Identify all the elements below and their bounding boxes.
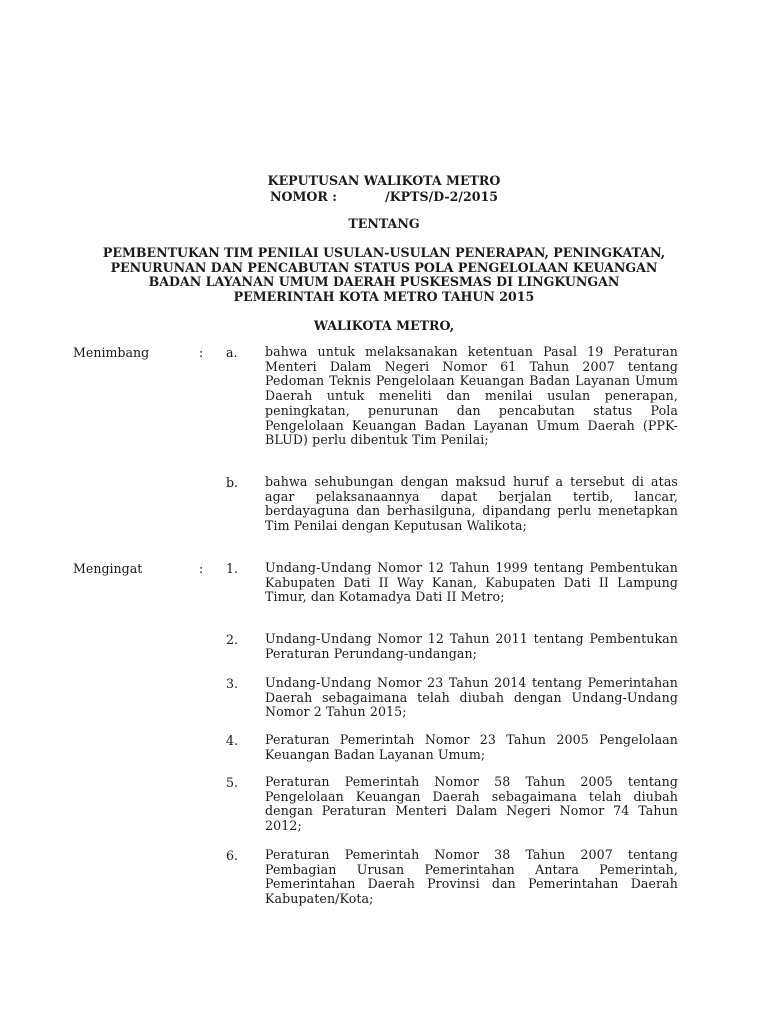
- item-marker: 3.: [226, 676, 239, 691]
- document-number: NOMOR : /KPTS/D-2/2015: [270, 189, 498, 204]
- authority-heading: WALIKOTA METRO,: [313, 318, 455, 333]
- mengingat-item-text: Undang-Undang Nomor 12 Tahun 1999 tentang Pembentukan Kabupaten Dati II Way Kanan, Kabupaten Dati II Lampung Timur, dan Kotamadya Dati II Metro;: [265, 560, 678, 605]
- item-marker: 4.: [226, 733, 239, 748]
- mengingat-item-text: Peraturan Pemerintah Nomor 23 Tahun 2005 Pengelolaan Keuangan Badan Layanan Umum;: [265, 732, 678, 762]
- mengingat-item-text: Undang-Undang Nomor 12 Tahun 2011 tentang Pembentukan Peraturan Perundang-undangan;: [265, 631, 678, 661]
- menimbang-item-text: bahwa sehubungan dengan maksud huruf a tersebut di atas agar pelaksanaannya dapat berjalan tertib, lancar, berdayaguna dan berhasilguna, dipandang perlu menetapkan Tim Penilai dengan Keputusan Walikota;: [265, 474, 678, 534]
- menimbang-item-text: bahwa untuk melaksanakan ketentuan Pasal 19 Peraturan Menteri Dalam Negeri Nomor 61 Tahun 2007 tentang Pedoman Teknis Pengelolaan Keuangan Badan Layanan Umum Daerah untuk meneliti dan menilai usulan penerapan, peningkatan, penurunan dan pencabutan status Pola Pengelolaan Keuangan Badan Layanan Umum Daerah (PPK-BLUD) perlu dibentuk Tim Penilai;: [265, 344, 678, 448]
- subject-line: PENURUNAN DAN PENCABUTAN STATUS POLA PENGELOLAAN KEUANGAN: [110, 259, 658, 275]
- document-title: KEPUTUSAN WALIKOTA METRO: [267, 173, 501, 188]
- mengingat-colon: :: [199, 561, 204, 576]
- menimbang-label: Menimbang: [73, 345, 150, 360]
- menimbang-colon: :: [199, 345, 204, 360]
- subject-line: PEMBENTUKAN TIM PENILAI USULAN-USULAN PENERAPAN, PENINGKATAN,: [102, 245, 666, 260]
- subject-title: [0, 246, 768, 304]
- item-marker: b.: [226, 475, 239, 490]
- item-marker: 2.: [226, 632, 239, 647]
- item-marker: 6.: [226, 848, 239, 863]
- tentang-heading: TENTANG: [348, 216, 420, 231]
- item-marker: a.: [226, 345, 238, 360]
- mengingat-label: Mengingat: [73, 561, 143, 576]
- subject-line: BADAN LAYANAN UMUM DAERAH PUSKESMAS DI LINGKUNGAN: [148, 274, 620, 289]
- item-marker: 1.: [226, 561, 239, 576]
- item-marker: 5.: [226, 775, 239, 790]
- mengingat-item-text: Peraturan Pemerintah Nomor 58 Tahun 2005 tentang Pengelolaan Keuangan Daerah sebagaimana telah diubah dengan Peraturan Menteri Dalam Negeri Nomor 74 Tahun 2012;: [265, 774, 678, 834]
- mengingat-item-text: Peraturan Pemerintah Nomor 38 Tahun 2007 tentang Pembagian Urusan Pemerintahan Antara Pemerintah, Pemerintahan Daerah Provinsi dan Pemerintahan Daerah Kabupaten/Kota;: [265, 847, 678, 907]
- mengingat-item-text: Undang-Undang Nomor 23 Tahun 2014 tentang Pemerintahan Daerah sebagaimana telah diubah dengan Undang-Undang Nomor 2 Tahun 2015;: [265, 675, 678, 720]
- subject-line: PEMERINTAH KOTA METRO TAHUN 2015: [233, 288, 535, 304]
